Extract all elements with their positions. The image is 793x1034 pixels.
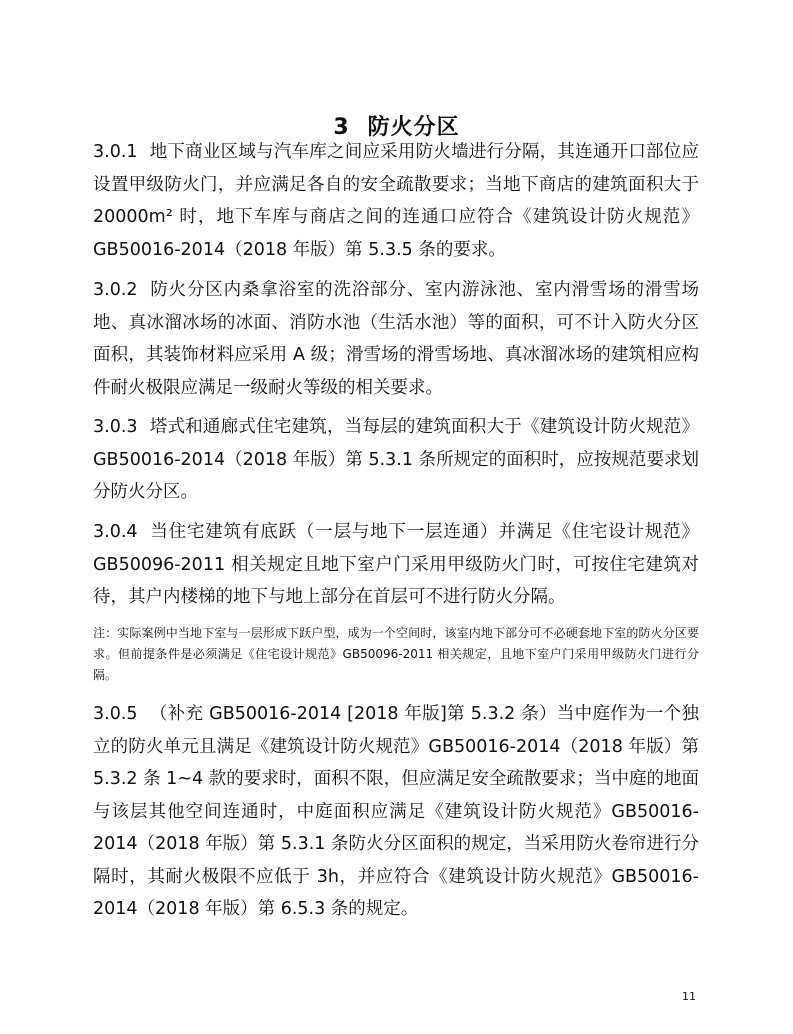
- clause-text: 当住宅建筑有底跃（一层与地下一层连通）并满足《住宅设计规范》GB50096-2011 相关规定且地下室户门采用甲级防火门时，可按住宅建筑对待，其户内楼梯的地下与地上部分在首层可不进行防火分隔。: [93, 522, 699, 607]
- page-number: 11: [682, 990, 696, 1003]
- clause-number: 3.0.2: [93, 280, 138, 300]
- clause-3-0-5: [93, 698, 699, 926]
- clause-text: 地下商业区域与汽车库之间应采用防火墙进行分隔，其连通开口部位应设置甲级防火门，并应满足各自的安全疏散要求；当地下商店的建筑面积大于 20000m² 时，地下车库与商店之间的连通口应符合《建筑设计防火规范》 GB50016-2014（2018 年版）第 5.3.5 条的要求。: [93, 142, 699, 260]
- section-number: 3: [333, 115, 350, 141]
- clause-number: 3.0.1: [93, 142, 138, 162]
- clause-3-0-2: [93, 274, 699, 404]
- section-title-text: 防火分区: [367, 115, 460, 141]
- clause-text: 塔式和通廊式住宅建筑，当每层的建筑面积大于《建筑设计防火规范》GB50016-2014（2018 年版）第 5.3.1 条所规定的面积时，应按规范要求划分防火分区。: [93, 417, 699, 502]
- clause-3-0-4: [93, 516, 699, 614]
- clause-number: 3.0.3: [93, 417, 138, 437]
- clause-text: 防火分区内桑拿浴室的洗浴部分、室内游泳池、室内滑雪场的滑雪场地、真冰溜冰场的冰面、消防水池（生活水池）等的面积，可不计入防火分区面积，其装饰材料应采用 A 级；滑雪场的滑雪场地、真冰溜冰场的建筑相应构件耐火极限应满足一级耐火等级的相关要求。: [93, 280, 699, 398]
- clause-3-0-1: [93, 136, 699, 266]
- note-paragraph: [93, 623, 699, 686]
- clause-number: 3.0.5: [93, 704, 138, 724]
- clause-text: （补充 GB50016-2014 [2018 年版]第 5.3.2 条）当中庭作为一个独立的防火单元且满足《建筑设计防火规范》GB50016-2014（2018 年版）第 5.3.2 条 1~4 款的要求时，面积不限，但应满足安全疏散要求；当中庭的地面与该层其他空间连通时，中庭面积应满足《建筑设计防火规范》GB50016-2014（2018 年版）第 5.3.1 条防火分区面积的规定，当采用防火卷帘进行分隔时，其耐火极限不应低于 3h，并应符合《建筑设计防火规范》GB50016-2014（2018 年版）第 6.5.3 条的规定。: [93, 704, 699, 919]
- clause-number: 3.0.4: [93, 522, 138, 542]
- note-text: 注：实际案例中当地下室与一层形成下跃户型，成为一个空间时，该室内地下部分可不必硬套地下室的防火分区要求。但前提条件是必须满足《住宅设计规范》GB50096-2011 相关规定，且地下室户门采用甲级防火门进行分隔。: [93, 626, 699, 682]
- clause-3-0-3: [93, 411, 699, 509]
